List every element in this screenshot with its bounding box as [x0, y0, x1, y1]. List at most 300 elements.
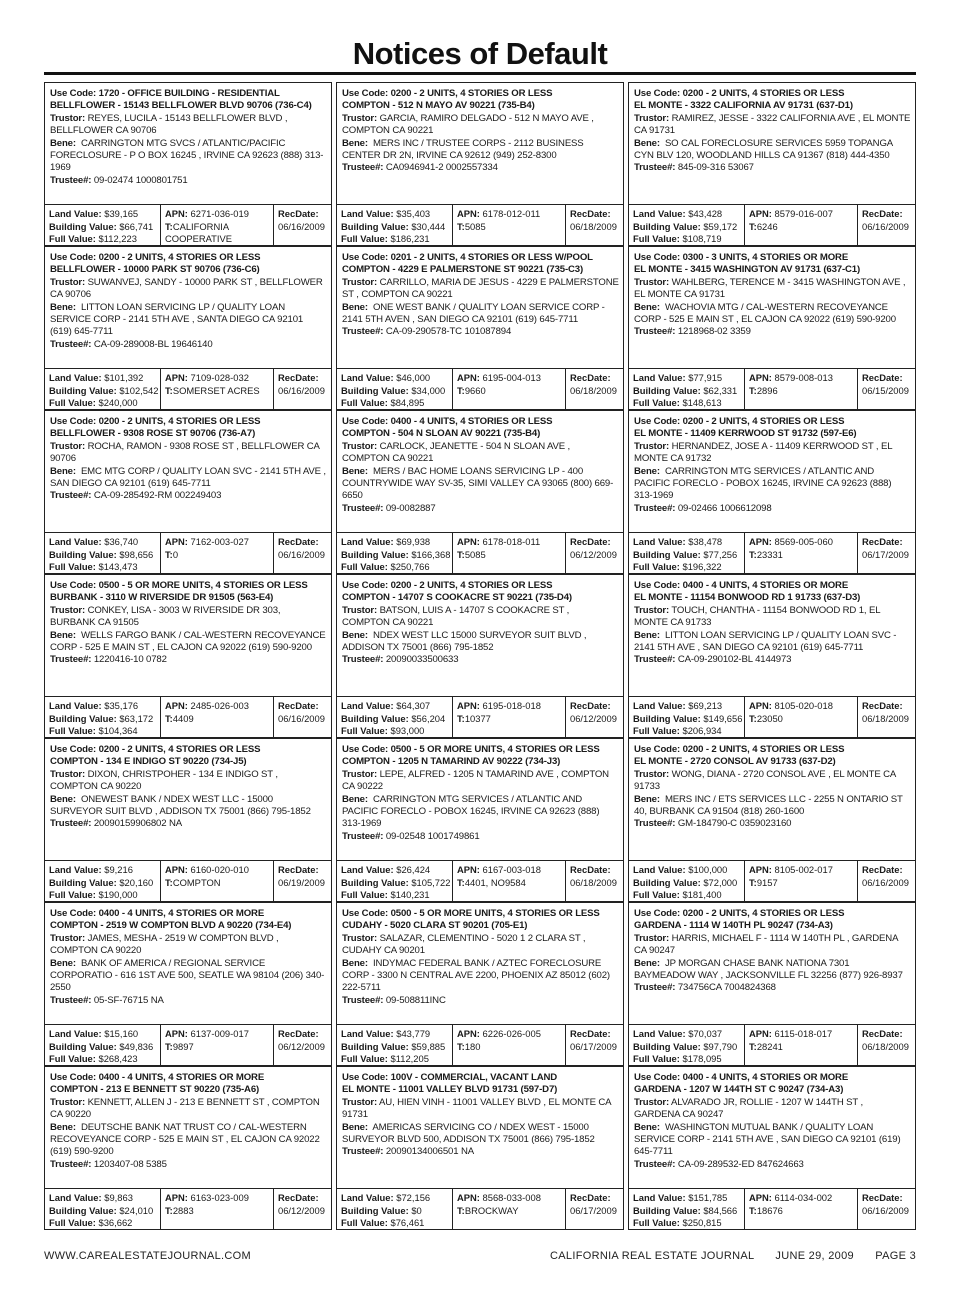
notice-values — [337, 696, 623, 737]
recdate-column — [857, 1189, 915, 1229]
full-value: Full Value: $181,400 — [633, 889, 722, 900]
tract: T:28241 — [749, 1040, 783, 1052]
use-code: Use Code: 1720 - OFFICE BUILDING - RESIDENTIAL — [50, 88, 280, 99]
notice-card — [628, 1066, 916, 1230]
recdate-label: RecDate: — [570, 1028, 611, 1039]
notice-values — [45, 204, 331, 245]
trustee-line: Trustee#: GM-184790-C 0359023160 — [634, 818, 792, 830]
building-value: Building Value: $49,836 — [49, 1040, 154, 1052]
apn-column — [744, 1189, 857, 1229]
apn: APN: 6167-003-018 — [457, 864, 541, 875]
notice-values — [45, 1188, 331, 1229]
trustee-line: Trustee#: CA-09-290102-BL 4144973 — [634, 654, 792, 666]
building-value: Building Value: $98,656 — [49, 548, 154, 560]
apn: APN: 8579-008-013 — [749, 372, 833, 383]
notice-values — [337, 532, 623, 573]
recdate-value: 06/17/2009 — [570, 1040, 617, 1052]
notice-values — [629, 1024, 915, 1065]
bene-line: Bene: INDYMAC FEDERAL BANK / AZTEC FORECLOSURE CORP - 3300 N CENTRAL AVE 2200, PHOENIX AZ 85012 (602) 222-5711 — [342, 957, 610, 994]
tract: T:6246 — [749, 220, 778, 232]
recdate-value: 06/18/2009 — [862, 1040, 909, 1052]
bene-line: Bene: ONE WEST BANK / QUALITY LOAN SERVICE CORP - 2141 5TH AVEN , SAN DIEGO CA 92101 (619) 645-7711 — [342, 301, 605, 326]
use-code: Use Code: 0300 - 3 UNITS, 4 STORIES OR MORE — [634, 252, 849, 263]
bene-line: Bene: MERS / BAC HOME LOANS SERVICING LP - 400 COUNTRYWIDE WAY SV-35, SIMI VALLEY CA 93065 (800) 669-6650 — [342, 465, 614, 502]
trustee-line: Trustee#: 1218968-02 3359 — [634, 326, 751, 338]
value-column — [45, 1025, 160, 1065]
notice-values — [629, 368, 915, 409]
value-column — [45, 1189, 160, 1229]
tract: T:9660 — [457, 384, 486, 396]
notice-details — [629, 411, 915, 532]
recdate-value: 06/12/2009 — [278, 1204, 325, 1216]
notice-values — [45, 696, 331, 737]
full-value: Full Value: $186,231 — [341, 233, 430, 244]
building-value: Building Value: $72,000 — [633, 876, 738, 888]
apn-column — [452, 1189, 565, 1229]
recdate-label: RecDate: — [862, 1192, 903, 1203]
use-code: Use Code: 0200 - 2 UNITS, 4 STORIES OR LESS — [634, 88, 845, 99]
property-address: BELLFLOWER - 9308 ROSE ST 90706 (736-A7) — [50, 428, 256, 440]
bene-line: Bene: AMERICAS SERVICING CO / NDEX WEST - 15000 SURVEYOR BLVD 500, ADDISON TX 75001 (866) 795-1852 — [342, 1121, 595, 1146]
recdate-value: 06/16/2009 — [862, 1204, 909, 1216]
trustor-line: Trustor: REYES, LUCILA - 15143 BELLFLOWER BLVD , BELLFLOWER CA 90706 — [50, 112, 288, 137]
trustee-line: Trustee#: 09-02466 1006612098 — [634, 502, 772, 514]
bene-line: Bene: WASHINGTON MUTUAL BANK / QUALITY LOAN SERVICE CORP - 2141 5TH AVE , SAN DIEGO CA 92101 (619) 645-7711 — [634, 1121, 901, 1158]
full-value: Full Value: $104,364 — [49, 725, 138, 736]
land-value: Land Value: $151,785 — [633, 1192, 728, 1203]
full-value: Full Value: $240,000 — [49, 397, 138, 408]
recdate-column — [857, 1025, 915, 1065]
property-address: COMPTON - 1205 N TAMARIND AV 90222 (734-J3) — [342, 756, 561, 768]
notice-card — [336, 1066, 624, 1230]
recdate-value: 06/12/2009 — [278, 1040, 325, 1052]
recdate-column — [565, 861, 623, 901]
bene-line: Bene: BANK OF AMERICA / REGIONAL SERVICE CORPORATIO - 616 1ST AVE 500, SEATLE WA 98104 (206) 340-2550 — [50, 957, 325, 994]
bene-line: Bene: CARRINGTON MTG SERVICES / ATLANTIC AND PACIFIC FORECLO - POBOX 16245, IRVINE CA 92623 (888) 313-1969 — [634, 465, 892, 502]
apn-column — [744, 369, 857, 409]
recdate-label: RecDate: — [862, 536, 903, 547]
trustee-line: Trustee#: 1220416-10 0782 — [50, 654, 167, 666]
recdate-label: RecDate: — [570, 536, 611, 547]
value-column — [45, 205, 160, 245]
apn: APN: 2485-026-003 — [165, 700, 249, 711]
notice-details — [45, 1067, 331, 1188]
building-value: Building Value: $59,885 — [341, 1040, 446, 1052]
bene-line: Bene: NDEX WEST LLC 15000 SURVEYOR SUIT BLVD , ADDISON TX 75001 (866) 795-1852 — [342, 629, 587, 654]
recdate-value: 06/16/2009 — [862, 220, 909, 232]
tract: T:2896 — [749, 384, 778, 396]
page-title: Notices of Default — [352, 36, 608, 71]
bene-line: Bene: LITTON LOAN SERVICING LP / QUALITY LOAN SERVICE CORP - 2141 5TH AVE , SANTA DIEGO CA 92101 (619) 645-7711 — [50, 301, 304, 338]
use-code: Use Code: 0200 - 2 UNITS, 4 STORIES OR LESS — [342, 88, 553, 99]
recdate-column — [857, 369, 915, 409]
notice-values — [629, 532, 915, 573]
property-address: COMPTON - 504 N SLOAN AV 90221 (735-B4) — [342, 428, 541, 440]
recdate-column — [273, 533, 331, 573]
tract: T:23050 — [749, 712, 783, 724]
full-value: Full Value: $190,000 — [49, 889, 138, 900]
notice-values — [629, 696, 915, 737]
notice-details — [629, 247, 915, 368]
trustor-line: Trustor: GARCIA, RAMIRO DELGADO - 512 N MAYO AVE , COMPTON CA 90221 — [342, 112, 594, 137]
value-column — [337, 205, 452, 245]
apn-column — [744, 1025, 857, 1065]
recdate-value: 06/18/2009 — [862, 712, 909, 724]
land-value: Land Value: $72,156 — [341, 1192, 431, 1203]
notice-card — [336, 410, 624, 574]
footer-page-number: PAGE 3 — [875, 1250, 916, 1262]
building-value: Building Value: $105,722 — [341, 876, 451, 888]
trustee-line: Trustee#: 1203407-08 5385 — [50, 1158, 167, 1170]
notice-details — [337, 247, 623, 368]
apn-column — [452, 369, 565, 409]
value-column — [629, 861, 744, 901]
recdate-column — [857, 205, 915, 245]
notice-values — [629, 204, 915, 245]
notice-card — [628, 82, 916, 246]
bene-line: Bene: WELLS FARGO BANK / CAL-WESTERN RECOVEYANCE CORP - 525 E MAIN ST , EL CAJON CA 92022 (619) 590-9200 — [50, 629, 326, 654]
value-column — [45, 369, 160, 409]
land-value: Land Value: $100,000 — [633, 864, 728, 875]
tract: T:4409 — [165, 712, 194, 724]
trustor-line: Trustor: WAHLBERG, TERENCE M - 3415 WASHINGTON AVE , EL MONTE CA 91731 — [634, 276, 906, 301]
use-code: Use Code: 0200 - 2 UNITS, 4 STORIES OR LESS — [634, 908, 845, 919]
trustor-line: Trustor: ALVARADO JR, ROLLIE - 1207 W 144TH ST , GARDENA CA 90247 — [634, 1096, 864, 1121]
recdate-value: 06/17/2009 — [570, 1204, 617, 1216]
notice-details — [337, 1067, 623, 1188]
land-value: Land Value: $9,863 — [49, 1192, 133, 1203]
property-address: BELLFLOWER - 10000 PARK ST 90706 (736-C6) — [50, 264, 260, 276]
tract: T:CALIFORNIA COOPERATIVE — [165, 220, 233, 244]
apn: APN: 6178-012-011 — [457, 208, 541, 219]
trustor-line: Trustor: HARRIS, MICHAEL F - 1114 W 140TH PL , GARDENA CA 90247 — [634, 932, 898, 957]
trustor-line: Trustor: SALAZAR, CLEMENTINO - 5020 1 2 CLARA ST , CUDAHY CA 90201 — [342, 932, 586, 957]
apn-column — [160, 369, 273, 409]
tract: T:9897 — [165, 1040, 194, 1052]
apn: APN: 6178-018-011 — [457, 536, 541, 547]
recdate-label: RecDate: — [278, 1028, 319, 1039]
full-value: Full Value: $268,423 — [49, 1053, 138, 1064]
land-value: Land Value: $101,392 — [49, 372, 144, 383]
apn: APN: 8579-016-007 — [749, 208, 833, 219]
trustee-line: Trustee#: 09-02474 1000801751 — [50, 174, 188, 186]
notice-card — [44, 82, 332, 246]
building-value: Building Value: $34,000 — [341, 384, 446, 396]
recdate-label: RecDate: — [278, 208, 319, 219]
tract: T:BROCKWAY — [457, 1204, 519, 1216]
notice-card — [628, 738, 916, 902]
use-code: Use Code: 0500 - 5 OR MORE UNITS, 4 STORIES OR LESS — [342, 908, 600, 919]
recdate-column — [565, 369, 623, 409]
trustor-line: Trustor: KENNETT, ALLEN J - 213 E BENNETT ST , COMPTON CA 90220 — [50, 1096, 320, 1121]
notice-values — [337, 1024, 623, 1065]
notices-grid — [44, 82, 917, 1230]
title-rule — [44, 72, 916, 75]
trustor-line: Trustor: HERNANDEZ, JOSE A - 11409 KERRWOOD ST , EL MONTE CA 91732 — [634, 440, 893, 465]
full-value: Full Value: $76,461 — [341, 1217, 425, 1228]
bene-line: Bene: CARRINGTON MTG SVCS / ATLANTIC/PACIFIC FORECLOSURE - P O BOX 16245 , IRVINE CA 92623 (888) 313-1969 — [50, 137, 324, 174]
full-value: Full Value: $178,095 — [633, 1053, 722, 1064]
notice-details — [629, 903, 915, 1024]
property-address: EL MONTE - 3415 WASHINGTON AV 91731 (637-C1) — [634, 264, 861, 276]
trustee-line: Trustee#: 05-SF-76715 NA — [50, 994, 164, 1006]
notice-values — [45, 860, 331, 901]
notice-card — [336, 246, 624, 410]
notice-values — [337, 368, 623, 409]
use-code: Use Code: 0201 - 2 UNITS, 4 STORIES OR LESS W/POOL — [342, 252, 593, 263]
property-address: BELLFLOWER - 15143 BELLFLOWER BLVD 90706 (736-C4) — [50, 100, 312, 112]
apn: APN: 8569-005-060 — [749, 536, 833, 547]
recdate-value: 06/17/2009 — [862, 548, 909, 560]
property-address: EL MONTE - 11154 BONWOOD RD 1 91733 (637-D3) — [634, 592, 861, 604]
value-column — [629, 1025, 744, 1065]
trustor-line: Trustor: ROCHA, RAMON - 9308 ROSE ST , BELLFLOWER CA 90706 — [50, 440, 320, 465]
recdate-label: RecDate: — [278, 536, 319, 547]
recdate-value: 06/18/2009 — [570, 220, 617, 232]
tract: T:180 — [457, 1040, 481, 1052]
property-address: COMPTON - 512 N MAYO AV 90221 (735-B4) — [342, 100, 535, 112]
use-code: Use Code: 0400 - 4 UNITS, 4 STORIES OR MORE — [634, 580, 849, 591]
use-code: Use Code: 0200 - 2 UNITS, 4 STORIES OR LESS — [342, 580, 553, 591]
apn-column — [452, 861, 565, 901]
tract: T:4401, NO9584 — [457, 876, 526, 888]
trustor-line: Trustor: CARRILLO, MARIA DE JESUS - 4229 E PALMERSTONE ST , COMPTON CA 90221 — [342, 276, 619, 301]
property-address: BURBANK - 3110 W RIVERSIDE DR 91505 (563-E4) — [50, 592, 274, 604]
apn: APN: 6114-034-002 — [749, 1192, 833, 1203]
bene-line: Bene: SO CAL FORECLOSURE SERVICES 5959 TOPANGA CYN BLV 120, WOODLAND HILLS CA 91367 (818) 444-4350 — [634, 137, 893, 162]
recdate-label: RecDate: — [570, 700, 611, 711]
bene-line: Bene: DEUTSCHE BANK NAT TRUST CO / CAL-WESTERN RECOVEYANCE CORP - 525 E MAIN ST , EL CAJON CA 92022 (619) 590-9200 — [50, 1121, 320, 1158]
trustor-line: Trustor: DIXON, CHRISTPOHER - 134 E INDIGO ST , COMPTON CA 90220 — [50, 768, 278, 793]
recdate-value: 06/19/2009 — [278, 876, 325, 888]
use-code: Use Code: 0200 - 2 UNITS, 4 STORIES OR LESS — [50, 416, 261, 427]
recdate-label: RecDate: — [570, 208, 611, 219]
apn-column — [160, 205, 273, 245]
notice-details — [45, 575, 331, 696]
footer-website[interactable]: WWW.CAREALESTATEJOURNAL.COM — [44, 1250, 251, 1262]
recdate-column — [273, 1189, 331, 1229]
footer-publication: CALIFORNIA REAL ESTATE JOURNAL — [550, 1250, 755, 1262]
notice-details — [337, 903, 623, 1024]
bene-line: Bene: JP MORGAN CHASE BANK NATIONA 7301 BAYMEADOW WAY , JACKSONVILLE FL 32256 (877) 926-8937 — [634, 957, 903, 982]
recdate-value: 06/16/2009 — [278, 220, 325, 232]
recdate-column — [273, 1025, 331, 1065]
notice-card — [336, 82, 624, 246]
trustee-line: Trustee#: CA0946941-2 0002557334 — [342, 162, 498, 174]
building-value: Building Value: $149,656 — [633, 712, 743, 724]
use-code: Use Code: 0200 - 2 UNITS, 4 STORIES OR LESS — [50, 252, 261, 263]
trustor-line: Trustor: CARLOCK, JEANETTE - 504 N SLOAN AVE , COMPTON CA 90221 — [342, 440, 571, 465]
land-value: Land Value: $69,213 — [633, 700, 723, 711]
building-value: Building Value: $30,444 — [341, 220, 446, 232]
notice-card — [44, 1066, 332, 1230]
notice-details — [337, 83, 623, 204]
building-value: Building Value: $102,542 — [49, 384, 159, 396]
tract: T:18676 — [749, 1204, 783, 1216]
use-code: Use Code: 0200 - 2 UNITS, 4 STORIES OR LESS — [50, 744, 261, 755]
recdate-value: 06/16/2009 — [862, 876, 909, 888]
apn: APN: 6160-020-010 — [165, 864, 249, 875]
apn-column — [744, 861, 857, 901]
notice-details — [45, 411, 331, 532]
apn: APN: 6163-023-009 — [165, 1192, 249, 1203]
trustor-line: Trustor: LEPE, ALFRED - 1205 N TAMARIND AVE , COMPTON CA 90222 — [342, 768, 609, 793]
full-value: Full Value: $206,934 — [633, 725, 722, 736]
notice-values — [629, 1188, 915, 1229]
full-value: Full Value: $108,719 — [633, 233, 722, 244]
property-address: COMPTON - 4229 E PALMERSTONE ST 90221 (735-C3) — [342, 264, 584, 276]
recdate-column — [857, 861, 915, 901]
notice-card — [44, 574, 332, 738]
full-value: Full Value: $84,895 — [341, 397, 425, 408]
building-value: Building Value: $59,172 — [633, 220, 738, 232]
apn-column — [452, 1025, 565, 1065]
trustor-line: Trustor: RAMIREZ, JESSE - 3322 CALIFORNIA AVE , EL MONTE CA 91731 — [634, 112, 911, 137]
property-address: COMPTON - 213 E BENNETT ST 90220 (735-A6) — [50, 1084, 260, 1096]
full-value: Full Value: $36,662 — [49, 1217, 133, 1228]
notice-card — [628, 902, 916, 1066]
trustee-line: Trustee#: 20090159906802 NA — [50, 818, 182, 830]
trustee-line: Trustee#: 09-0082887 — [342, 502, 436, 514]
recdate-column — [565, 533, 623, 573]
notice-card — [336, 738, 624, 902]
notice-card — [336, 574, 624, 738]
notice-details — [629, 575, 915, 696]
recdate-column — [565, 205, 623, 245]
apn-column — [160, 697, 273, 737]
trustee-line: Trustee#: CA-09-289008-BL 19646140 — [50, 338, 213, 350]
property-address: EL MONTE - 11409 KERRWOOD ST 91732 (597-E6) — [634, 428, 857, 440]
property-address: CUDAHY - 5020 CLARA ST 90201 (705-E1) — [342, 920, 528, 932]
value-column — [45, 533, 160, 573]
recdate-column — [273, 369, 331, 409]
notice-values — [337, 204, 623, 245]
page-footer — [44, 1250, 916, 1262]
recdate-column — [273, 205, 331, 245]
trustee-line: Trustee#: 20090134006501 NA — [342, 1146, 474, 1158]
recdate-label: RecDate: — [570, 864, 611, 875]
recdate-label: RecDate: — [862, 864, 903, 875]
notice-card — [628, 246, 916, 410]
recdate-column — [565, 697, 623, 737]
recdate-label: RecDate: — [278, 372, 319, 383]
trustee-line: Trustee#: 734756CA 7004824368 — [634, 982, 776, 994]
full-value: Full Value: $93,000 — [341, 725, 425, 736]
notice-details — [629, 1067, 915, 1188]
recdate-value: 06/16/2009 — [278, 548, 325, 560]
recdate-column — [273, 697, 331, 737]
building-value: Building Value: $84,566 — [633, 1204, 738, 1216]
notice-card — [628, 410, 916, 574]
notice-values — [45, 532, 331, 573]
tract: T:9157 — [749, 876, 778, 888]
land-value: Land Value: $46,000 — [341, 372, 431, 383]
apn-column — [744, 533, 857, 573]
value-column — [629, 369, 744, 409]
recdate-column — [273, 861, 331, 901]
value-column — [629, 533, 744, 573]
use-code: Use Code: 0500 - 5 OR MORE UNITS, 4 STORIES OR LESS — [50, 580, 308, 591]
notice-details — [45, 903, 331, 1024]
use-code: Use Code: 0200 - 2 UNITS, 4 STORIES OR LESS — [634, 744, 845, 755]
apn: APN: 7162-003-027 — [165, 536, 249, 547]
apn: APN: 6115-018-017 — [749, 1028, 833, 1039]
apn-column — [160, 533, 273, 573]
trustee-line: Trustee#: CA-09-285492-RM 002249403 — [50, 490, 222, 502]
property-address: GARDENA - 1114 W 140TH PL 90247 (734-A3) — [634, 920, 833, 932]
recdate-label: RecDate: — [278, 1192, 319, 1203]
building-value: Building Value: $66,741 — [49, 220, 154, 232]
bene-line: Bene: EMC MTG CORP / QUALITY LOAN SVC - 2141 5TH AVE , SAN DIEGO CA 92101 (619) 645-7711 — [50, 465, 326, 490]
full-value: Full Value: $148,613 — [633, 397, 722, 408]
apn: APN: 6226-026-005 — [457, 1028, 541, 1039]
use-code: Use Code: 0400 - 4 UNITS, 4 STORIES OR MORE — [50, 1072, 265, 1083]
recdate-label: RecDate: — [570, 372, 611, 383]
building-value: Building Value: $62,331 — [633, 384, 738, 396]
land-value: Land Value: $70,037 — [633, 1028, 723, 1039]
tract: T:SOMERSET ACRES — [165, 384, 260, 396]
building-value: Building Value: $0 — [341, 1204, 422, 1216]
use-code: Use Code: 0400 - 4 UNITS, 4 STORIES OR MORE — [634, 1072, 849, 1083]
notice-values — [45, 368, 331, 409]
notice-card — [44, 246, 332, 410]
notice-card — [44, 738, 332, 902]
notice-values — [45, 1024, 331, 1065]
apn-column — [160, 1025, 273, 1065]
use-code: Use Code: 100V - COMMERCIAL, VACANT LAND — [342, 1072, 558, 1083]
trustor-line: Trustor: TOUCH, CHANTHA - 11154 BONWOOD RD 1, EL MONTE CA 91733 — [634, 604, 881, 629]
trustor-line: Trustor: JAMES, MESHA - 2519 W COMPTON BLVD , COMPTON CA 90220 — [50, 932, 279, 957]
notice-details — [337, 739, 623, 860]
trustor-line: Trustor: WONG, DIANA - 2720 CONSOL AVE , EL MONTE CA 91733 — [634, 768, 896, 793]
recdate-column — [565, 1189, 623, 1229]
value-column — [337, 369, 452, 409]
value-column — [337, 861, 452, 901]
land-value: Land Value: $69,938 — [341, 536, 431, 547]
apn-column — [452, 205, 565, 245]
recdate-value: 06/16/2009 — [278, 712, 325, 724]
property-address: COMPTON - 2519 W COMPTON BLVD A 90220 (734-E4) — [50, 920, 292, 932]
recdate-value: 06/15/2009 — [862, 384, 909, 396]
apn-column — [452, 697, 565, 737]
trustor-line: Trustor: BATSON, LUIS A - 14707 S COOKACRE ST , COMPTON CA 90221 — [342, 604, 570, 629]
land-value: Land Value: $64,307 — [341, 700, 431, 711]
bene-line: Bene: MERS INC / TRUSTEE CORPS - 2112 BUSINESS CENTER DR 2N, IRVINE CA 92612 (949) 252-8300 — [342, 137, 584, 162]
trustor-line: Trustor: SUWANVEJ, SANDY - 10000 PARK ST , BELLFLOWER CA 90706 — [50, 276, 323, 301]
apn: APN: 6195-018-018 — [457, 700, 541, 711]
apn-column — [744, 697, 857, 737]
value-column — [45, 861, 160, 901]
land-value: Land Value: $15,160 — [49, 1028, 139, 1039]
recdate-label: RecDate: — [278, 700, 319, 711]
tract: T:COMPTON — [165, 876, 221, 888]
tract: T:10377 — [457, 712, 491, 724]
recdate-value: 06/18/2009 — [570, 876, 617, 888]
trustor-line: Trustor: CONKEY, LISA - 3003 W RIVERSIDE DR 303, BURBANK CA 91505 — [50, 604, 281, 629]
use-code: Use Code: 0400 - 4 UNITS, 4 STORIES OR LESS — [342, 416, 553, 427]
notice-values — [337, 1188, 623, 1229]
trustee-line: Trustee#: CA-09-289532-ED 847624663 — [634, 1158, 804, 1170]
trustee-line: Trustee#: CA-09-290578-TC 101087894 — [342, 326, 512, 338]
recdate-value: 06/16/2009 — [278, 384, 325, 396]
bene-line: Bene: CARRINGTON MTG SERVICES / ATLANTIC AND PACIFIC FORECLO - POBOX 16245, IRVINE CA 92623 (888) 313-1969 — [342, 793, 600, 830]
property-address: COMPTON - 14707 S COOKACRE ST 90221 (735-D4) — [342, 592, 572, 604]
apn-column — [744, 205, 857, 245]
apn: APN: 6137-009-017 — [165, 1028, 249, 1039]
full-value: Full Value: $143,473 — [49, 561, 138, 572]
recdate-value: 06/12/2009 — [570, 548, 617, 560]
apn: APN: 6271-036-019 — [165, 208, 249, 219]
